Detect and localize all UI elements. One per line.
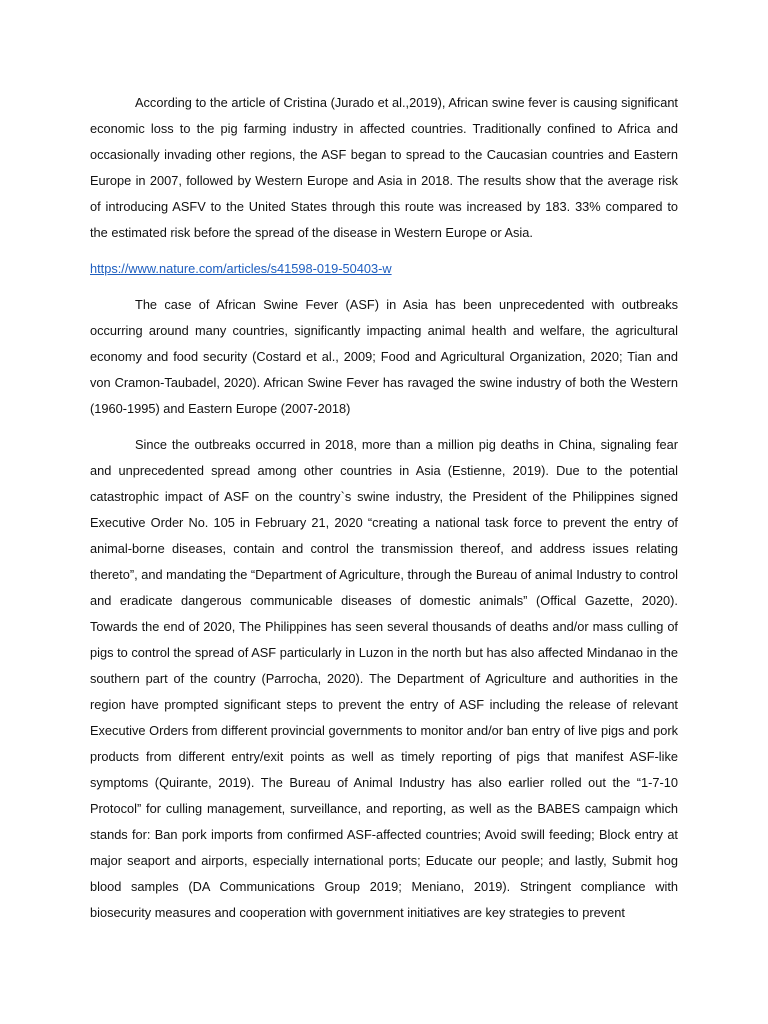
paragraph-asf-asia: The case of African Swine Fever (ASF) in Asia has been unprecedented with outbreaks occurring around many countries, significantly impacting animal health and welfare, the agricultural economy and food security (Costard et al., 2009; Food and Agricultural Organization, 2020; Tian and von Cramon-Taubadel, 2020). African Swine Fever has ravaged the swine industry of both the Western (1960-1995) and Eastern Europe (2007-2018) xyxy=(90,297,678,416)
nature-article-link[interactable]: https://www.nature.com/articles/s41598-019-50403-w xyxy=(90,261,392,276)
document-page xyxy=(90,90,678,926)
paragraph-jurado-asf-risk: According to the article of Cristina (Jurado et al.,2019), African swine fever is causing significant economic loss to the pig farming industry in affected countries. Traditionally confined to Africa and occasionally invading other regions, the ASF began to spread to the Caucasian countries and Eastern Europe in 2007, followed by Western Europe and Asia in 2018. The results show that the average risk of introducing ASFV to the United States through this route was increased by 183. 33% compared to the estimated risk before the spread of the disease in Western Europe or Asia. xyxy=(90,95,678,240)
paragraph-philippines-response: Since the outbreaks occurred in 2018, more than a million pig deaths in China, signaling fear and unprecedented spread among other countries in Asia (Estienne, 2019). Due to the potential catastrophic impact of ASF on the country`s swine industry, the President of the Philippines signed Executive Order No. 105 in February 21, 2020 “creating a national task force to prevent the entry of animal-borne diseases, contain and control the transmission thereof, and address issues relating thereto”, and mandating the “Department of Agriculture, through the Bureau of animal Industry to control and eradicate dangerous communicable diseases of domestic animals” (Offical Gazette, 2020). Towards the end of 2020, The Philippines has seen several thousands of deaths and/or mass culling of pigs to control the spread of ASF particularly in Luzon in the north but has also affected Mindanao in the southern part of the country (Parrocha, 2020). The Department of Agriculture and authorities in the region have prompted significant steps to prevent the entry of ASF including the release of relevant Executive Orders from different provincial governments to monitor and/or ban entry of live pigs and pork products from different entry/exit points as well as timely reporting of pigs that manifest ASF-like symptoms (Quirante, 2019). The Bureau of Animal Industry has also earlier rolled out the “1-7-10 Protocol” for culling management, surveillance, and reporting, as well as the BABES campaign which stands for: Ban pork imports from confirmed ASF-affected countries; Avoid swill feeding; Block entry at major seaport and airports, especially international ports; Educate our people; and lastly, Submit hog blood samples (DA Communications Group 2019; Meniano, 2019). Stringent compliance with biosecurity measures and cooperation with government initiatives are key strategies to prevent xyxy=(90,437,678,920)
reference-link-line xyxy=(90,256,678,282)
